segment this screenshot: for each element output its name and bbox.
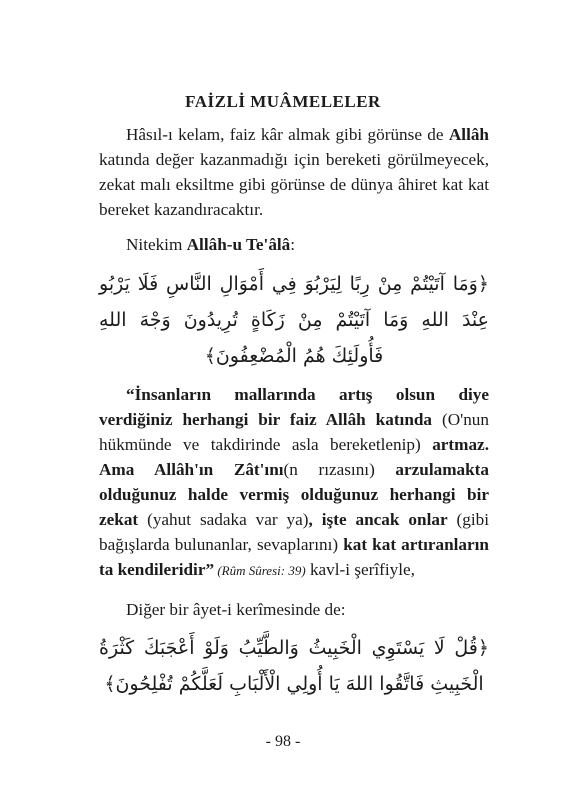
bold-text: Allâh	[448, 125, 489, 144]
paragraph-text: (yahut sadaka var ya)	[138, 510, 309, 529]
paragraph-text: (n rızasını)	[283, 460, 396, 479]
arabic-verse-1: ﴿وَمَا آتَيْتُمْ مِنْ رِبًا لِيَرْبُوَ فِي أَمْوَالِ النَّاسِ فَلَا يَرْبُو عِنْدَ اللهِ وَمَا آتَيْتُمْ مِنْ زَكَاةٍ تُرِيدُونَ وَجْهَ اللهِ فَأُولَئِكَ هُمُ الْمُضْعِفُونَ﴾	[99, 273, 489, 367]
paragraph-text: Hâsıl-ı kelam, faiz kâr almak gibi görünse de	[126, 125, 449, 144]
page-number: - 98 -	[265, 733, 301, 750]
bold-text: arzulamakta olduğunuz halde vermiş olduğunuz herhangi bir zekat	[99, 460, 489, 529]
page-title: FAİZLİ MUÂMELELER	[185, 92, 381, 111]
paragraph-4	[99, 597, 489, 622]
bold-text: , işte ancak onlar	[308, 510, 448, 529]
bold-text: artmaz. Ama Allâh'ın Zât'ını	[99, 435, 489, 479]
bold-text: kat kat artıranların ta kendileridir”	[99, 535, 489, 579]
paragraph-2	[99, 232, 489, 257]
paragraph-3	[99, 382, 489, 583]
bold-text: Allâh-u Te'âlâ	[186, 235, 291, 254]
paragraph-text: Nitekim	[126, 235, 187, 254]
arabic-verse-2: ﴿قُلْ لَا يَسْتَوِي الْخَبِيثُ وَالطَّيِّبُ وَلَوْ أَعْجَبَكَ كَثْرَةُ الْخَبِيثِ فَاتَّقُوا اللهَ يَا أُولِي الْأَلْبَابِ لَعَلَّكُمْ تُفْلِحُونَ﴾	[99, 637, 489, 695]
verse-reference: (Rûm Sûresi: 39)	[214, 563, 306, 578]
paragraph-text: :	[290, 235, 296, 254]
paragraph-text: katında değer kazanmadığı için bereketi görülmeyecek, zekat malı eksiltme gibi görünse de dünya âhiret kat kat bereket kazandıracaktır.	[99, 150, 489, 219]
paragraph-text: kavl-i şerîfiyle,	[305, 560, 415, 579]
paragraph-text: (gibi bağışlarda bulunanlar, sevaplarını)	[99, 510, 489, 554]
bold-text: “İnsanların mallarında artış olsun diye verdiğiniz herhangi bir faiz Allâh katında	[99, 385, 489, 429]
paragraph-1	[99, 122, 489, 222]
paragraph-text: Diğer bir âyet-i kerîmesinde de:	[126, 600, 346, 619]
paragraph-text: (O'nun hükmünde ve takdirinde asla bereketlenip)	[99, 410, 489, 454]
